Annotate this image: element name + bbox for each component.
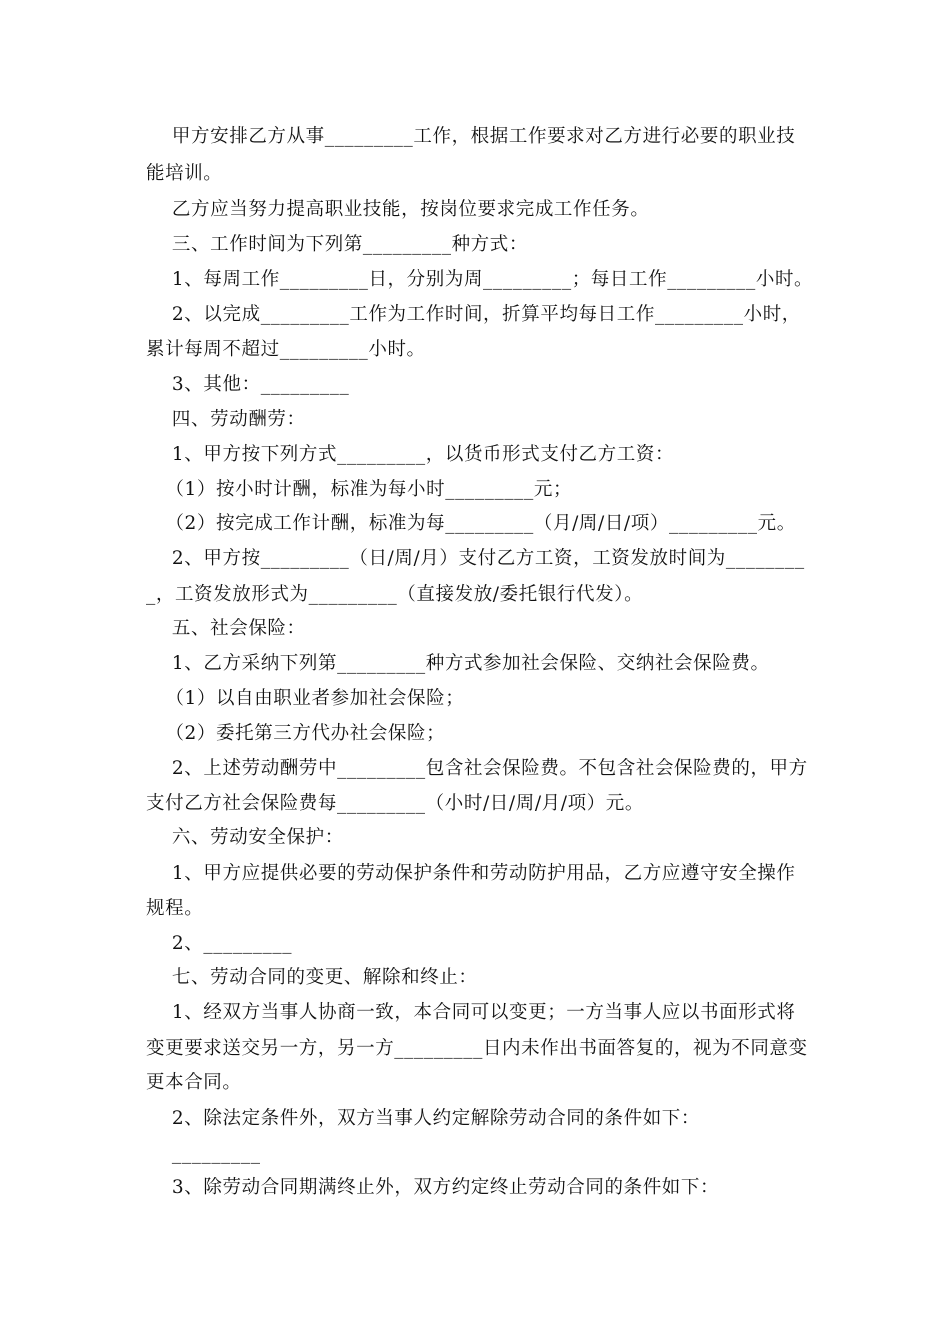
text-line: （2）按完成工作计酬，标准为每_________（月/周/日/项）_________元。 [146, 513, 796, 534]
text-line: 能培训。 [146, 163, 223, 184]
text-line: 甲方安排乙方从事_________工作，根据工作要求对乙方进行必要的职业技 [146, 126, 796, 147]
text-line: 七、劳动合同的变更、解除和终止： [146, 967, 478, 988]
text-line: 三、工作时间为下列第_________种方式： [146, 234, 528, 255]
text-line: 3、除劳动合同期满终止外，双方约定终止劳动合同的条件如下： [146, 1177, 720, 1198]
text-line: 1、每周工作_________日，分别为周_________；每日工作_________小时。 [146, 269, 814, 290]
text-line: 2、甲方按_________（日/周/月）支付乙方工资，工资发放时间为________ [146, 548, 805, 569]
text-line: 五、社会保险： [146, 618, 306, 639]
text-line: （1）以自由职业者参加社会保险； [146, 688, 465, 709]
text-line: 规程。 [146, 898, 204, 919]
text-line: 四、劳动酬劳： [146, 409, 306, 430]
text-line: 变更要求送交另一方，另一方_________日内未作出书面答复的，视为不同意变 [146, 1038, 808, 1059]
text-line: 2、以完成_________工作为工作时间，折算平均每日工作_________小时， [146, 304, 801, 325]
text-line: 六、劳动安全保护： [146, 827, 344, 848]
text-line: 支付乙方社会保险费每_________（小时/日/周/月/项）元。 [146, 793, 644, 814]
text-line: 1、甲方应提供必要的劳动保护条件和劳动防护用品，乙方应遵守安全操作 [146, 863, 796, 884]
text-line: （1）按小时计酬，标准为每小时_________元； [146, 479, 573, 500]
text-line: _，工资发放形式为_________（直接发放/委托银行代发）。 [146, 584, 644, 605]
text-line: 3、其他：_________ [146, 374, 350, 395]
text-line: （2）委托第三方代办社会保险； [146, 723, 446, 744]
text-line: 更本合同。 [146, 1072, 242, 1093]
text-line: 2、上述劳动酬劳中_________包含社会保险费。不包含社会保险费的，甲方 [146, 758, 808, 779]
text-line: 2、_________ [146, 933, 293, 954]
text-line: 乙方应当努力提高职业技能，按岗位要求完成工作任务。 [146, 199, 650, 220]
text-line: 1、乙方采纳下列第_________种方式参加社会保险、交纳社会保险费。 [146, 653, 770, 674]
text-line: 累计每周不超过_________小时。 [146, 339, 426, 360]
text-line: 1、经双方当事人协商一致，本合同可以变更；一方当事人应以书面形式将 [146, 1002, 796, 1023]
text-line: 2、除法定条件外，双方当事人约定解除劳动合同的条件如下： [146, 1108, 700, 1129]
text-line: _________ [146, 1143, 261, 1164]
text-line: 1、甲方按下列方式_________，以货币形式支付乙方工资： [146, 444, 675, 465]
